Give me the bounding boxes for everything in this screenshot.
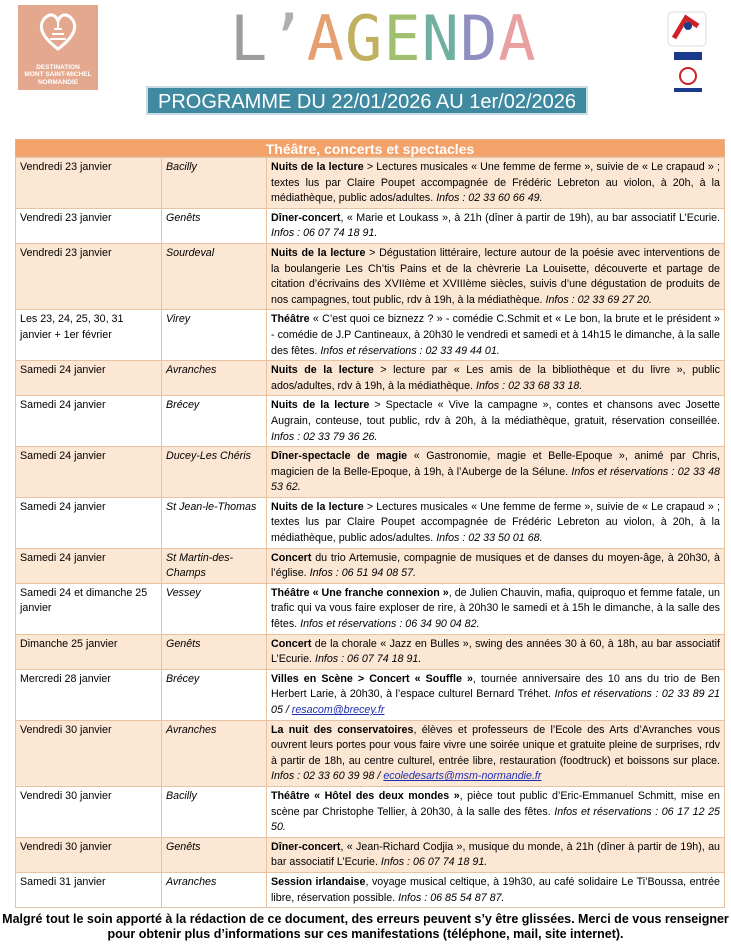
event-description — [267, 497, 725, 548]
labels-logo-icon — [664, 8, 712, 98]
event-text: « Gastronomie, magie et Belle-Epoque », animé par Chris, magicien de la Belle-Epoque, à 19h, à l’Auberge de la Sélune. — [271, 450, 720, 478]
event-title: Dîner-spectacle de magie — [271, 450, 408, 463]
event-place: Avranches — [162, 872, 267, 907]
event-place: Bacilly — [162, 158, 267, 209]
event-description — [267, 669, 725, 720]
event-title: Nuits de la lecture — [271, 500, 364, 513]
event-date: Vendredi 23 janvier — [16, 158, 162, 209]
event-text: > lecture par « Les amis de la bibliothèque et du livre », public ados/adultes, rdv à 19h, à la médiathèque. — [271, 364, 720, 392]
event-text: , « Marie et Loukass », à 21h (dîner à partir de 19h), au bar associatif L’Ecurie. — [340, 211, 720, 224]
event-email-link[interactable]: ecoledesarts@msm-normandie.fr — [383, 770, 542, 783]
event-info: Infos : 02 33 60 66 49. — [436, 192, 543, 205]
event-info: Infos et réservations : 06 17 12 25 50. — [271, 805, 720, 834]
event-title: Concert — [271, 551, 312, 564]
event-description — [267, 786, 725, 837]
event-info: Infos : 06 07 74 18 91. — [271, 227, 378, 240]
event-title: La nuit des conservatoires — [271, 723, 414, 736]
event-place: St Jean-le-Thomas — [162, 497, 267, 548]
event-text: du trio Artemusie, compagnie de musiques et de danses du moyen-âge, à 20h30, à l’église. — [271, 551, 720, 580]
event-place: Brécey — [162, 396, 267, 447]
logo-text-line3: NORMANDIE — [37, 78, 79, 86]
event-row — [16, 786, 725, 837]
event-date: Vendredi 30 janvier — [16, 720, 162, 786]
title-letter: E — [383, 2, 422, 75]
event-text: « C’est quoi ce biznezz ? » - comédie C.Schmit et « Le bon, la brute et le président » - comédie de J.P Cantineaux, à 20h30 le vendredi et samedi et à 14h15 le dimanche, à la salle des fêtes. — [271, 313, 720, 357]
title-letter: D — [459, 2, 499, 75]
event-row — [16, 583, 725, 634]
event-info: Infos : 06 85 54 87 87. — [398, 891, 505, 904]
event-description — [267, 872, 725, 907]
event-row — [16, 208, 725, 243]
event-info: Infos et réservations : 02 33 48 53 62. — [271, 465, 720, 494]
event-place: Genêts — [162, 208, 267, 243]
event-row — [16, 396, 725, 447]
event-row — [16, 158, 725, 209]
section-header: Théâtre, concerts et spectacles — [15, 139, 725, 157]
title-letter: L — [230, 2, 269, 75]
event-text: > Lectures musicales « Une femme de ferme », suivie de « Le crapaud » ; textes lus par Claire Poupet accompagnée de Frédéric Lebreton au violon, à 20h, à la médiathèque, public ados/adultes. — [271, 500, 720, 545]
event-place: Avranches — [162, 361, 267, 396]
event-row — [16, 548, 725, 583]
event-date: Vendredi 30 janvier — [16, 786, 162, 837]
heart-logo-icon — [36, 9, 80, 53]
event-title: Théâtre « Hôtel des deux mondes » — [271, 789, 460, 802]
title-letter: G — [344, 2, 384, 75]
event-date: Samedi 31 janvier — [16, 872, 162, 907]
logo-text-line2: MONT SAINT-MICHEL — [24, 71, 92, 78]
event-text: , « Jean-Richard Codjia », musique du monde, à 21h (dîner à partir de 19h), au bar associatif L’Ecurie. — [271, 840, 720, 869]
event-date: Vendredi 23 janvier — [16, 208, 162, 243]
event-email-link[interactable]: resacom@brecey.fr — [291, 704, 385, 716]
event-place: Genêts — [162, 837, 267, 872]
event-title: Session irlandaise — [271, 875, 366, 888]
event-title: Théâtre — [271, 313, 310, 326]
event-info: Infos : 06 51 94 08 57. — [309, 567, 416, 580]
event-title: Nuits de la lecture — [271, 399, 370, 412]
event-description — [267, 361, 725, 396]
event-info: Infos et réservations : 06 34 90 04 82. — [300, 618, 480, 631]
event-row — [16, 361, 725, 396]
event-row — [16, 634, 725, 669]
event-info: Infos et réservations : 02 33 49 44 01. — [320, 344, 500, 357]
event-text: , pièce tout public d’Eric-Emmanuel Schmitt, mise en scène par Christophe Tellier, à 20h30, à la salle des fêtes. — [271, 789, 720, 818]
event-text: , tournée anniversaire des 10 ans du trio de Ben Herbert Larie, à 20h30, à l’espace culturel Bernard Tréhet. — [271, 672, 720, 701]
event-title: Nuits de la lecture — [271, 246, 366, 259]
event-title: Nuits de la lecture — [271, 161, 364, 173]
event-row — [16, 243, 725, 309]
event-description — [267, 583, 725, 634]
event-place: Genêts — [162, 634, 267, 669]
event-place: St Martin-des-Champs — [162, 548, 267, 583]
event-row — [16, 837, 725, 872]
event-text: > Spectacle « Vive la campagne », contes et chansons avec Josette Augrain, conteuse, tout public, rdv à 20h, à la médiathèque, gratuit, réservation conseillée. — [271, 399, 720, 427]
event-place: Vessey — [162, 583, 267, 634]
event-row — [16, 872, 725, 907]
quality-labels — [664, 8, 712, 98]
title-letter: A — [306, 2, 345, 75]
event-info: Infos : 02 33 79 36 26. — [271, 430, 378, 443]
event-title: Villes en Scène > Concert « Souffle » — [271, 672, 473, 685]
event-info: Infos : 02 33 50 01 68. — [436, 532, 543, 545]
event-title: Concert — [271, 637, 312, 650]
event-place: Bacilly — [162, 786, 267, 837]
disclaimer-footer: Malgré tout le soin apporté à la rédaction de ce document, des erreurs peuvent s’y être glissées. Merci de vous renseigner pour obtenir plus d’informations sur ces manifestations (téléphone, mail, site internet). — [2, 912, 729, 941]
program-banner: PROGRAMME DU 22/01/2026 AU 1er/02/2026 — [146, 86, 588, 115]
event-date: Samedi 24 janvier — [16, 497, 162, 548]
event-title: Dîner-concert — [271, 211, 341, 224]
event-row — [16, 720, 725, 786]
event-description — [267, 396, 725, 447]
event-info: Infos et réservations : 02 33 89 21 05 / — [271, 688, 720, 716]
event-date: Samedi 24 janvier — [16, 447, 162, 498]
event-title: Dîner-concert — [271, 840, 341, 853]
events-table — [15, 157, 725, 908]
event-description — [267, 310, 725, 361]
event-date: Vendredi 30 janvier — [16, 837, 162, 872]
event-description — [267, 720, 725, 786]
event-date: Samedi 24 janvier — [16, 396, 162, 447]
event-text: , de Julien Chauvin, mafia, quiproquo et femme fatale, un trafic qui va vous faire exploser de rire, à 20h30 le samedi et à 15h le dimanche, à la salle des fêtes. — [271, 586, 720, 631]
event-date: Samedi 24 janvier — [16, 361, 162, 396]
event-date: Samedi 24 janvier — [16, 548, 162, 583]
event-date: Mercredi 28 janvier — [16, 669, 162, 720]
event-info: Infos : 02 33 60 39 98 / — [271, 770, 384, 783]
event-text: , voyage musical celtique, à 19h30, au café solidaire Le Ti’Boussa, entrée libre, réservation possible. — [271, 875, 720, 904]
agenda-title — [230, 0, 537, 78]
event-description — [267, 837, 725, 872]
event-title: Nuits de la lecture — [271, 364, 374, 377]
event-description — [267, 548, 725, 583]
event-text: , élèves et professeurs de l’Ecole des Arts d’Avranches vous ouvrent leurs portes pour vous faire vivre une soirée unique et gratuite pleine de surprises, rdv à partir de 18h, au centre culturel, entrée libre, restauration (foodtruck) et boissons sur place. — [271, 723, 721, 767]
event-title: Théâtre « Une franche connexion » — [271, 586, 449, 599]
event-text: > Dégustation littéraire, lecture autour de la poésie avec interventions de la boulangerie Les Ch’tis Pains et de la chèvrerie La Louisette, découverte et partage de citation d’écrivains des XVIIème et XVIIIème siècles, suivis d’une dégustation de produits de nos campagnes, tout public, rdv à 19h, à la médiathèque. — [271, 246, 720, 306]
event-info: Infos : 06 07 74 18 91. — [314, 653, 422, 666]
event-place: Avranches — [162, 720, 267, 786]
title-letter: A — [498, 2, 537, 75]
event-place: Ducey-Les Chéris — [162, 447, 267, 498]
event-description — [267, 158, 725, 209]
event-info: Infos : 02 33 69 27 20. — [545, 293, 652, 306]
title-letter: ’ — [268, 2, 307, 75]
event-description — [267, 634, 725, 669]
event-description — [267, 447, 725, 498]
destination-logo — [18, 5, 98, 90]
event-date: Dimanche 25 janvier — [16, 634, 162, 669]
event-row — [16, 497, 725, 548]
event-text: > Lectures musicales « Une femme de ferme », suivie de « Le crapaud » ; textes lus par Claire Poupet accompagnée de Frédéric Lebreton au violon, à 20h, à la médiathèque, public ados/adultes. — [271, 161, 720, 205]
event-row — [16, 669, 725, 720]
event-date: Samedi 24 et dimanche 25 janvier — [16, 583, 162, 634]
event-info: Infos : 06 07 74 18 91. — [380, 856, 488, 869]
event-place: Sourdeval — [162, 243, 267, 309]
logo-text-line1: DESTINATION — [36, 63, 80, 71]
event-row — [16, 310, 725, 361]
event-description — [267, 243, 725, 309]
event-date: Vendredi 23 janvier — [16, 243, 162, 309]
event-place: Brécey — [162, 669, 267, 720]
event-text: de la chorale « Jazz en Bulles », swing des années 30 à 60, à 18h, au bar associatif L’Ecurie. — [271, 637, 720, 666]
event-description — [267, 208, 725, 243]
event-row — [16, 447, 725, 498]
event-date: Les 23, 24, 25, 30, 31 janvier + 1er février — [16, 310, 162, 361]
event-info: Infos : 02 33 68 33 18. — [475, 379, 583, 392]
event-place: Virey — [162, 310, 267, 361]
title-letter: N — [421, 2, 460, 75]
